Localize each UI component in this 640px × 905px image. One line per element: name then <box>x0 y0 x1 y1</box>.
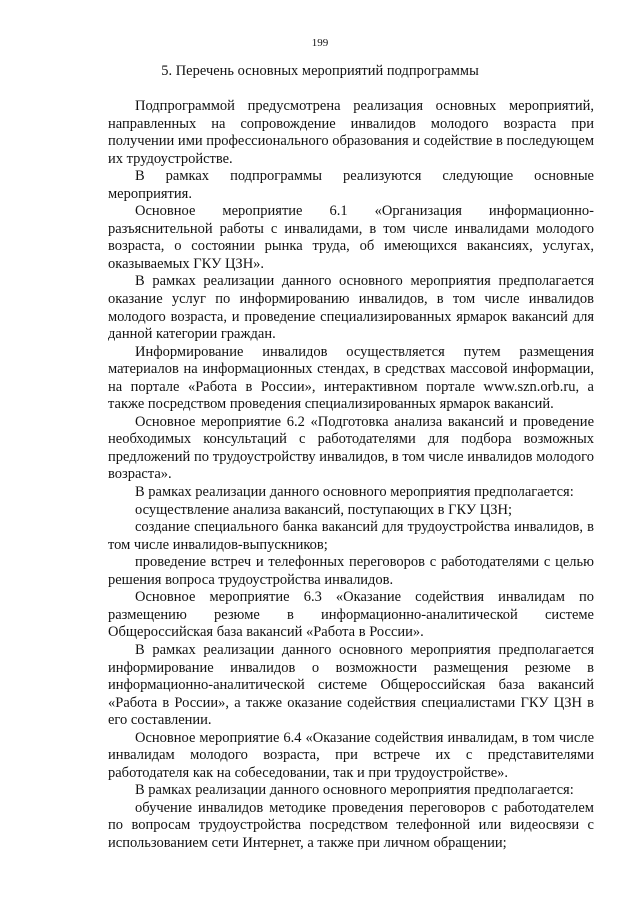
paragraph: В рамках реализации данного основного мероприятия предполагается: <box>135 484 574 501</box>
paragraph: Основное мероприятие 6.4 «Оказание содействия инвалидам, в том числе инвалидам молодого возраста, при встрече их с представителями работодателя как на собеседовании, так и при трудоустройстве». <box>108 729 594 781</box>
paragraph: Подпрограммой предусмотрена реализация основных мероприятий, направленных на сопровождение инвалидов молодого возраста при получении ими профессионального образования и содействие в последующем их трудоустройстве. <box>108 98 595 167</box>
list-item: проведение встреч и телефонных переговоров с работодателями с целью решения вопроса трудоустройства инвалидов. <box>108 554 594 588</box>
paragraph: В рамках подпрограммы реализуются следующие основные мероприятия. <box>108 168 594 202</box>
body-text <box>108 98 594 853</box>
page-number: 199 <box>311 37 329 49</box>
paragraph: В рамках реализации данного основного мероприятия предполагается: <box>135 782 574 799</box>
list-item: создание специального банка вакансий для трудоустройства инвалидов, в том числе инвалидов-выпускников; <box>108 519 594 553</box>
list-item: обучение инвалидов методике проведения переговоров с работодателем по вопросам трудоустройства посредством телефонной или видеосвязи с использованием сети Интернет, а также при личном обращении; <box>108 799 594 851</box>
paragraph: В рамках реализации данного основного мероприятия предполагается оказание услуг по информированию инвалидов, в том числе инвалидов молодого возраста, и проведение специализированных ярмарок вакансий для данной категории граждан. <box>108 273 594 343</box>
paragraph: Основное мероприятие 6.1 «Организация информационно-разъяснительной работы с инвалидами, в том числе инвалидами молодого возраста, о состоянии рынка труда, об имеющихся вакансиях, услугах, оказываемых ГКУ ЦЗН». <box>108 203 594 272</box>
paragraph: Информирование инвалидов осуществляется путем размещения материалов на информационных стендах, в средствах массовой информации, на портале «Работа в России», интерактивном портале www.szn.orb.ru, а также посредством проведения специализированных ярмарок вакансий. <box>108 343 594 413</box>
paragraph: Основное мероприятие 6.2 «Подготовка анализа вакансий и проведение необходимых консультаций с работодателями для подбора возможных предложений по трудоустройству инвалидов, в том числе инвалидов молодого возраста». <box>108 413 594 483</box>
section-title: 5. Перечень основных мероприятий подпрограммы <box>161 63 479 79</box>
paragraph: В рамках реализации данного основного мероприятия предполагается информирование инвалидов о возможности размещения резюме в информационно-аналитической системе Общероссийская база вакансий «Работа в России», а также оказание содействия специалистами ГКУ ЦЗН в его составлении. <box>108 641 594 729</box>
list-item: осуществление анализа вакансий, поступающих в ГКУ ЦЗН; <box>135 501 512 518</box>
paragraph: Основное мероприятие 6.3 «Оказание содействия инвалидам по размещению резюме в информационно-аналитической системе Общероссийская база вакансий «Работа в России». <box>108 589 594 641</box>
